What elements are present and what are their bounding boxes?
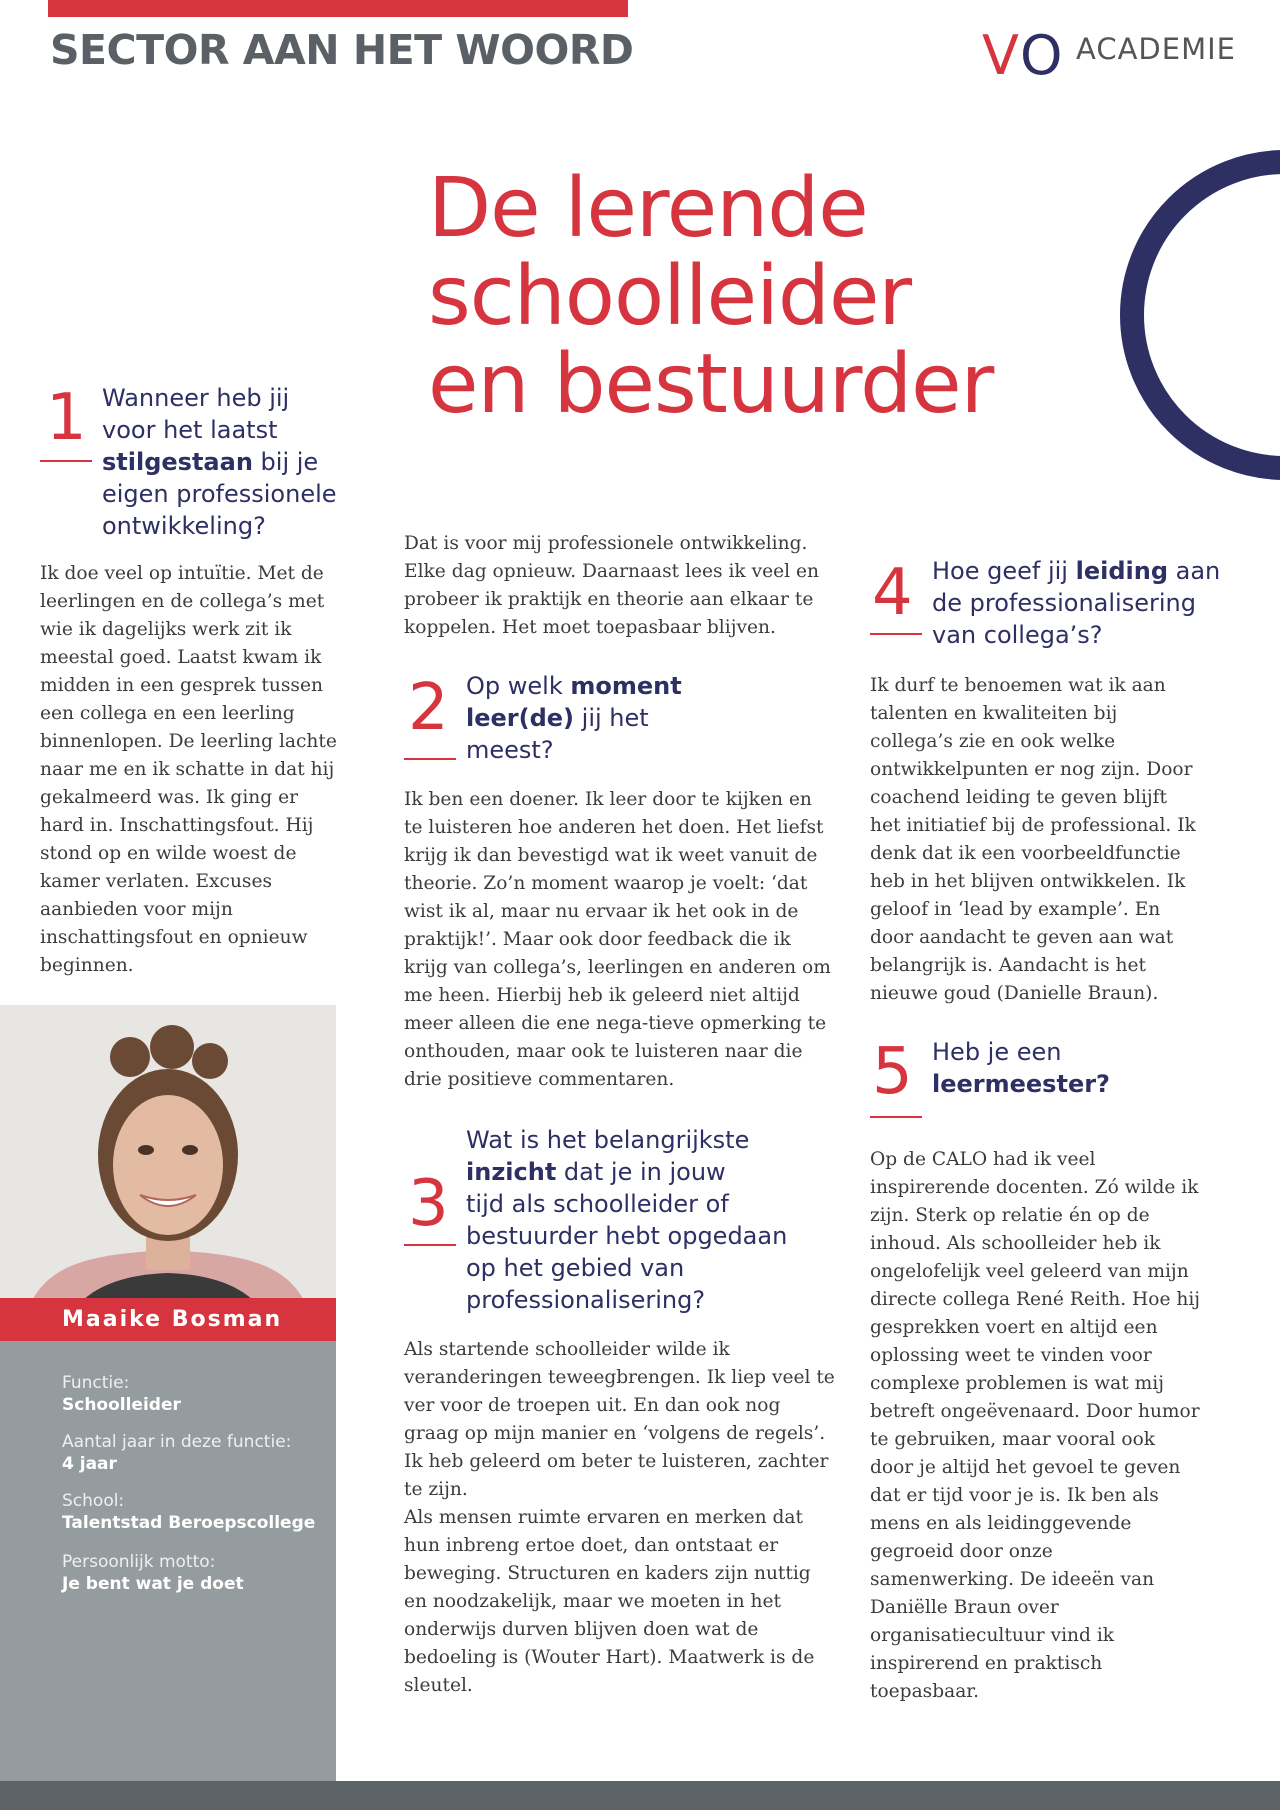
portrait-illustration [0,1005,336,1341]
logo-o: O [1020,24,1063,87]
question-text: Op welk moment leer(de) jij het meest? [466,672,682,764]
section-header: SECTOR AAN HET WOORD [50,26,634,74]
jaar-label: Aantal jaar in deze functie: [62,1432,292,1452]
question-text: Wanneer heb jij voor het laatst stilgestaan bij je eigen professionele ontwikkeling? [102,384,337,540]
vo-academie-logo [982,22,1242,87]
bottom-bar [0,1781,1280,1810]
school-label: School: [62,1491,125,1511]
answer-2: Ik ben een doener. Ik leer door te kijken en te luisteren hoe anderen het doen. Het liefst krijg ik dan bevestigd wat ik weet vanuit de theorie. Zo’n moment waarop je voelt: ‘dat wist ik al, maar nu ervaar ik het ook in de praktijk!’. Maar ook door feedback die ik krijg van collega’s, leerlingen en anderen om me heen. Hierbij heb ik geleerd niet altijd meer alleen die ene nega-tieve opmerking te onthouden, maar ook te luisteren naar die drie positieve commentaren. [404,789,831,1090]
question-1 [40,382,340,542]
answer-3a: Als startende schoolleider wilde ik veranderingen teweegbrengen. Ik liep veel te ver voor de troepen uit. En dan ook nog graag op mijn manier en ‘volgens de regels’. Ik heb geleerd om beter te luisteren, zachter te zijn. [404,1339,835,1500]
number-rule [870,1116,922,1118]
question-text: Hoe geef jij leiding aan de professionalisering van collega’s? [932,557,1221,649]
answer-4: Ik durf te benoemen wat ik aan talenten en kwaliteiten bij collega’s zie en ook welke ontwikkelpunten er nog zijn. Door coachend leiding te geven blijft het initiatief bij de professional. Ik denk dat ik een voorbeeldfunctie heb in het blijven ontwikkelen. Ik geloof in ‘lead by example’. En door aandacht te geven aan wat belangrijk is. Aandacht is het nieuwe goud (Danielle Braun). [870,675,1196,1004]
decorative-ring [1120,150,1280,480]
question-4 [870,555,1270,665]
title-line-1: De lerende [428,161,868,256]
motto-label: Persoonlijk motto: [62,1552,216,1572]
title-line-2: schoolleider [428,249,912,344]
answer-5: Op de CALO had ik veel inspirerende docenten. Zó wilde ik zijn. Sterk op relatie én op de inhoud. Als schoolleider heb ik ongelofelijk veel geleerd van mijn directe collega René Reith. Hoe hij gesprekken voert en altijd een oplossing weet te vinden voor complexe problemen is wat mij betreft ongeëvenaard. Door humor te gebruiken, maar vooral ook door je altijd het gevoel te geven dat er tijd voor je is. Ik ben als mens en als leidinggevende gegroeid door onze samenwerking. De ideeën van Daniëlle Braun over organisatiecultuur vind ik inspirerend en praktisch toepasbaar. [870,1149,1201,1702]
question-text: Heb je een leermeester? [932,1038,1110,1098]
question-number: 5 [872,1035,913,1109]
functie-label: Functie: [62,1373,130,1393]
logo-word: ACADEMIE [1076,32,1236,66]
number-rule [40,460,92,462]
top-accent-bar [48,0,628,17]
article-title [428,161,994,432]
question-number: 4 [872,556,913,630]
answer-1: Ik doe veel op intuïtie. Met de leerlingen en de collega’s met wie ik dagelijks werk zit ik meestal goed. Laatst kwam ik midden in een gesprek tussen een collega en een leerling binnenlopen. De leerling lachte naar me en ik schatte in dat hij gekalmeerd was. Ik ging er hard in. Inschattingsfout. Hij stond op en wilde woest de kamer verlaten. Excuses aanbieden voor mijn inschattingsfout en opnieuw beginnen. [40,563,337,976]
answer-1-continued: Dat is voor mij professionele ontwikkeling. Elke dag opnieuw. Daarnaast lees ik veel en probeer ik praktijk en theorie aan elkaar te koppelen. Het moet toepasbaar blijven. [404,533,819,638]
question-5 [870,1036,1230,1126]
jaar-value: 4 jaar [62,1454,117,1474]
school-value: Talentstad Beroepscollege [62,1513,316,1533]
number-rule [870,633,922,635]
question-2 [404,670,804,770]
profile-functie [62,1372,181,1416]
number-rule [404,758,456,760]
profile-jaar [62,1431,291,1475]
profile-school [62,1490,315,1534]
motto-value: Je bent wat je doet [62,1574,244,1594]
profile-motto [62,1551,244,1595]
number-rule [404,1244,456,1246]
question-number: 3 [408,1167,449,1241]
profile-photo [0,1005,336,1341]
question-3 [404,1124,804,1324]
question-number: 1 [46,381,87,455]
title-line-3: en bestuurder [428,337,994,432]
question-number: 2 [408,671,449,745]
profile-name: Maaike Bosman [62,1307,283,1332]
question-text: Wat is het belangrijkste inzicht dat je in jouw tijd als schoolleider of bestuurder hebt opgedaan op het gebied van professionalisering? [466,1126,788,1314]
functie-value: Schoolleider [62,1395,181,1415]
answer-3b: Als mensen ruimte ervaren en merken dat hun inbreng ertoe doet, dan ontstaat er beweging. Structuren en kaders zijn nuttig en noodzakelijk, maar we moeten in het onderwijs durven blijven doen wat de bedoeling is (Wouter Hart). Maatwerk is de sleutel. [404,1507,815,1696]
logo-v: V [982,24,1019,87]
